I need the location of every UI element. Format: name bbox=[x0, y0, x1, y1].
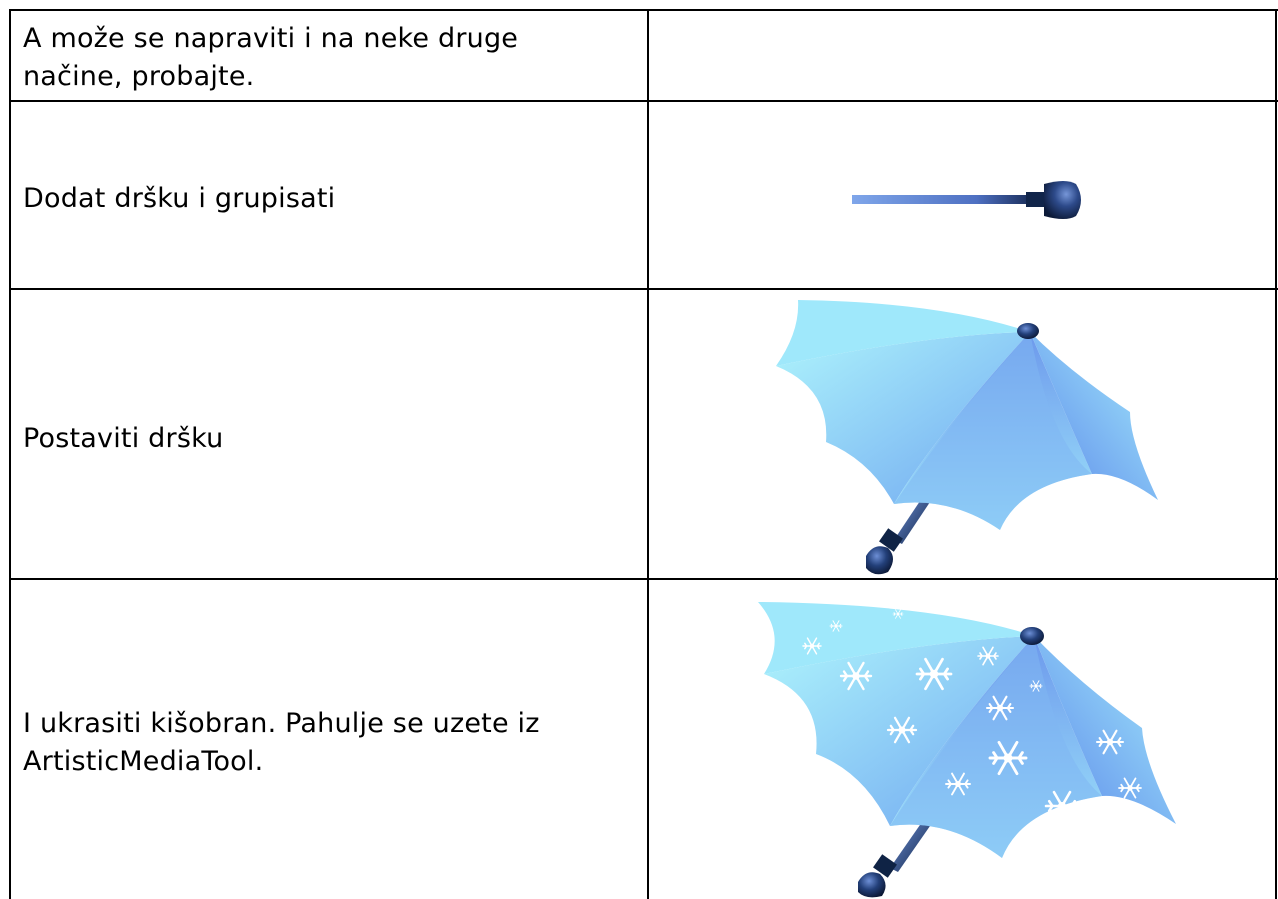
row-2-text bbox=[23, 180, 335, 218]
umbrella-illustration bbox=[770, 292, 1170, 576]
column-divider bbox=[647, 9, 649, 899]
table-border-top bbox=[10, 9, 1278, 11]
row-3-line-1: Postaviti dršku bbox=[23, 423, 224, 454]
decorated-umbrella-tip bbox=[1020, 627, 1044, 645]
row-divider-2 bbox=[10, 288, 1278, 290]
row-4-text bbox=[23, 705, 540, 781]
row-2-line-1: Dodat dršku i grupisati bbox=[23, 183, 336, 214]
row-1-line-1: A može se napraviti i na neke druge bbox=[23, 23, 519, 54]
row-4-line-2: ArtisticMediaTool. bbox=[23, 746, 264, 777]
umbrella-tip bbox=[1017, 323, 1039, 339]
snowflake-umbrella-illustration bbox=[758, 596, 1178, 899]
handle-knob bbox=[1044, 181, 1081, 219]
table-border-left bbox=[9, 9, 11, 899]
table-border-right bbox=[1275, 9, 1277, 899]
umbrella-grip-knob bbox=[866, 546, 893, 574]
row-divider-3 bbox=[10, 578, 1278, 580]
row-1-line-2: načine, probajte. bbox=[23, 61, 255, 92]
row-4-line-1: I ukrasiti kišobran. Pahulje se uzete iz bbox=[23, 708, 540, 739]
row-3-text bbox=[23, 420, 223, 458]
row-divider-1 bbox=[10, 100, 1278, 102]
decorated-umbrella-grip-knob bbox=[858, 872, 886, 897]
row-1-text bbox=[23, 20, 518, 96]
handle-shaft bbox=[852, 195, 1030, 204]
handle-illustration bbox=[840, 170, 1100, 230]
